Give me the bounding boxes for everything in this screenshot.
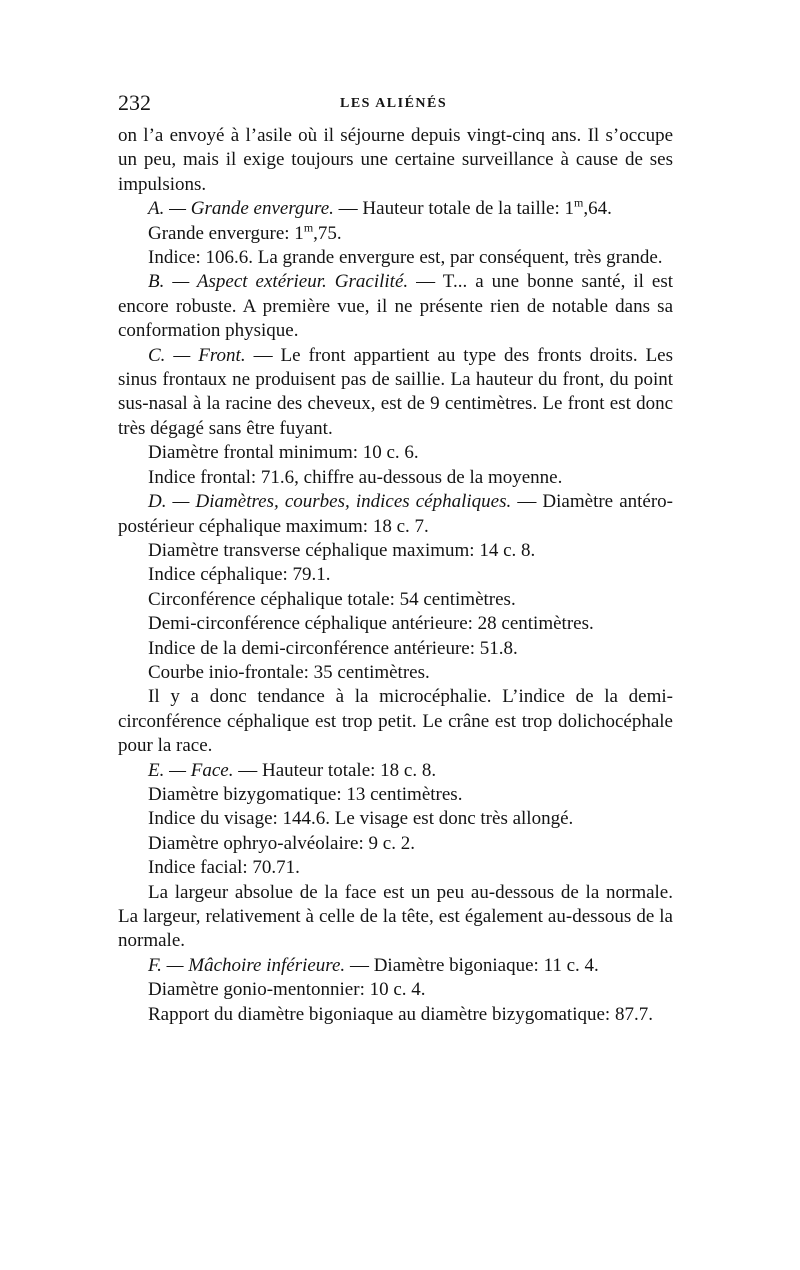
measurement-line: Indice céphalique: 79.1. bbox=[148, 564, 331, 586]
measurement-line: Indice facial: 70.71. bbox=[148, 857, 300, 879]
measurement-line: Indice de la demi-circonférence antérieure: 51.8. bbox=[148, 637, 518, 659]
measurement-line: Diamètre gonio-mentonnier: 10 c. 4. bbox=[148, 979, 426, 1001]
section-b-text: — T... a une bonne santé, il est encore robuste. A première vue, il ne présente rien de notable dans sa conformation physique. bbox=[118, 271, 674, 342]
unit-superscript: m bbox=[303, 220, 314, 235]
measurement-line: Diamètre frontal minimum: 10 c. 6. bbox=[148, 442, 419, 464]
measurement-line: Indice frontal: 71.6, chiffre au-dessous de la moyenne. bbox=[148, 466, 563, 488]
section-c-paragraph bbox=[118, 344, 673, 442]
measurement-line: Circonférence céphalique totale: 54 centimètres. bbox=[148, 588, 516, 610]
measurement-line: Diamètre transverse céphalique maximum: 14 c. 8. bbox=[148, 539, 536, 561]
envergure-text: Grande envergure: 1 bbox=[148, 222, 304, 244]
measurement-line: Indice du visage: 144.6. Le visage est donc très allongé. bbox=[148, 808, 574, 830]
measurement-line bbox=[118, 222, 673, 246]
section-e-text: — Hauteur totale: 18 c. 8. bbox=[233, 759, 437, 781]
section-c-heading: C. — Front. bbox=[148, 344, 246, 366]
section-a-indice: Indice: 106.6. La grande envergure est, par conséquent, très grande. bbox=[148, 247, 663, 269]
unit-superscript: m bbox=[573, 195, 584, 210]
section-a-height-text: — Hauteur totale de la taille: 1 bbox=[333, 198, 574, 220]
running-head: LES ALIÉNÉS bbox=[340, 96, 448, 111]
section-f-rapport: Rapport du diamètre bigoniaque au diamètre bizygomatique: 87.7. bbox=[148, 1003, 653, 1025]
section-a-heading: A. — Grande envergure. bbox=[148, 198, 334, 220]
measurement-line: Courbe inio-frontale: 35 centimètres. bbox=[148, 661, 430, 683]
section-d-text: — Diamètre antéro-postérieur céphalique maximum: 18 c. 7. bbox=[118, 491, 674, 537]
section-f-heading: F. — Mâchoire inférieure. bbox=[148, 954, 346, 976]
body-text bbox=[118, 124, 673, 1027]
measurement-line: Diamètre bizygomatique: 13 centimètres. bbox=[148, 783, 463, 805]
section-c-text: — Le front appartient au type des fronts droits. Les sinus frontaux ne produisent pas de saillie. La hauteur du front, du point sus-nasal à la racine des cheveux, est de 9 centimètres. Le front est donc très dégagé sans être fuyant. bbox=[118, 344, 674, 439]
section-d-paragraph bbox=[118, 490, 673, 539]
section-f-paragraph bbox=[118, 954, 673, 978]
section-e-heading: E. — Face. bbox=[148, 759, 234, 781]
section-d-conclusion: Il y a donc tendance à la microcéphalie. L’indice de la demi-circonférence céphalique est trop petit. Le crâne est trop dolichocéphale pour la race. bbox=[118, 686, 673, 757]
section-f-text: — Diamètre bigoniaque: 11 c. 4. bbox=[345, 954, 599, 976]
paragraph-intro: on l’a envoyé à l’asile où il séjourne depuis vingt-cinq ans. Il s’occupe un peu, mais il exige toujours une certaine surveillance à cause de ses impulsions. bbox=[118, 125, 673, 195]
section-e-paragraph bbox=[118, 759, 673, 783]
envergure-value: ,75. bbox=[313, 222, 342, 244]
section-a-height-value: ,64. bbox=[583, 198, 612, 220]
section-d-heading: D. — Diamètres, courbes, indices céphaliques. bbox=[148, 491, 512, 513]
section-a-paragraph bbox=[118, 197, 673, 221]
section-b-heading: B. — Aspect extérieur. Gracilité. bbox=[148, 271, 409, 293]
measurement-line: Diamètre ophryo-alvéolaire: 9 c. 2. bbox=[148, 832, 415, 854]
section-e-conclusion: La largeur absolue de la face est un peu au-dessous de la normale. La largeur, relativement à celle de la tête, est également au-dessous de la normale. bbox=[118, 881, 673, 952]
page-header bbox=[118, 90, 673, 120]
section-b-paragraph bbox=[118, 270, 673, 343]
measurement-line: Demi-circonférence céphalique antérieure: 28 centimètres. bbox=[148, 613, 594, 635]
page-number: 232 bbox=[118, 90, 151, 115]
